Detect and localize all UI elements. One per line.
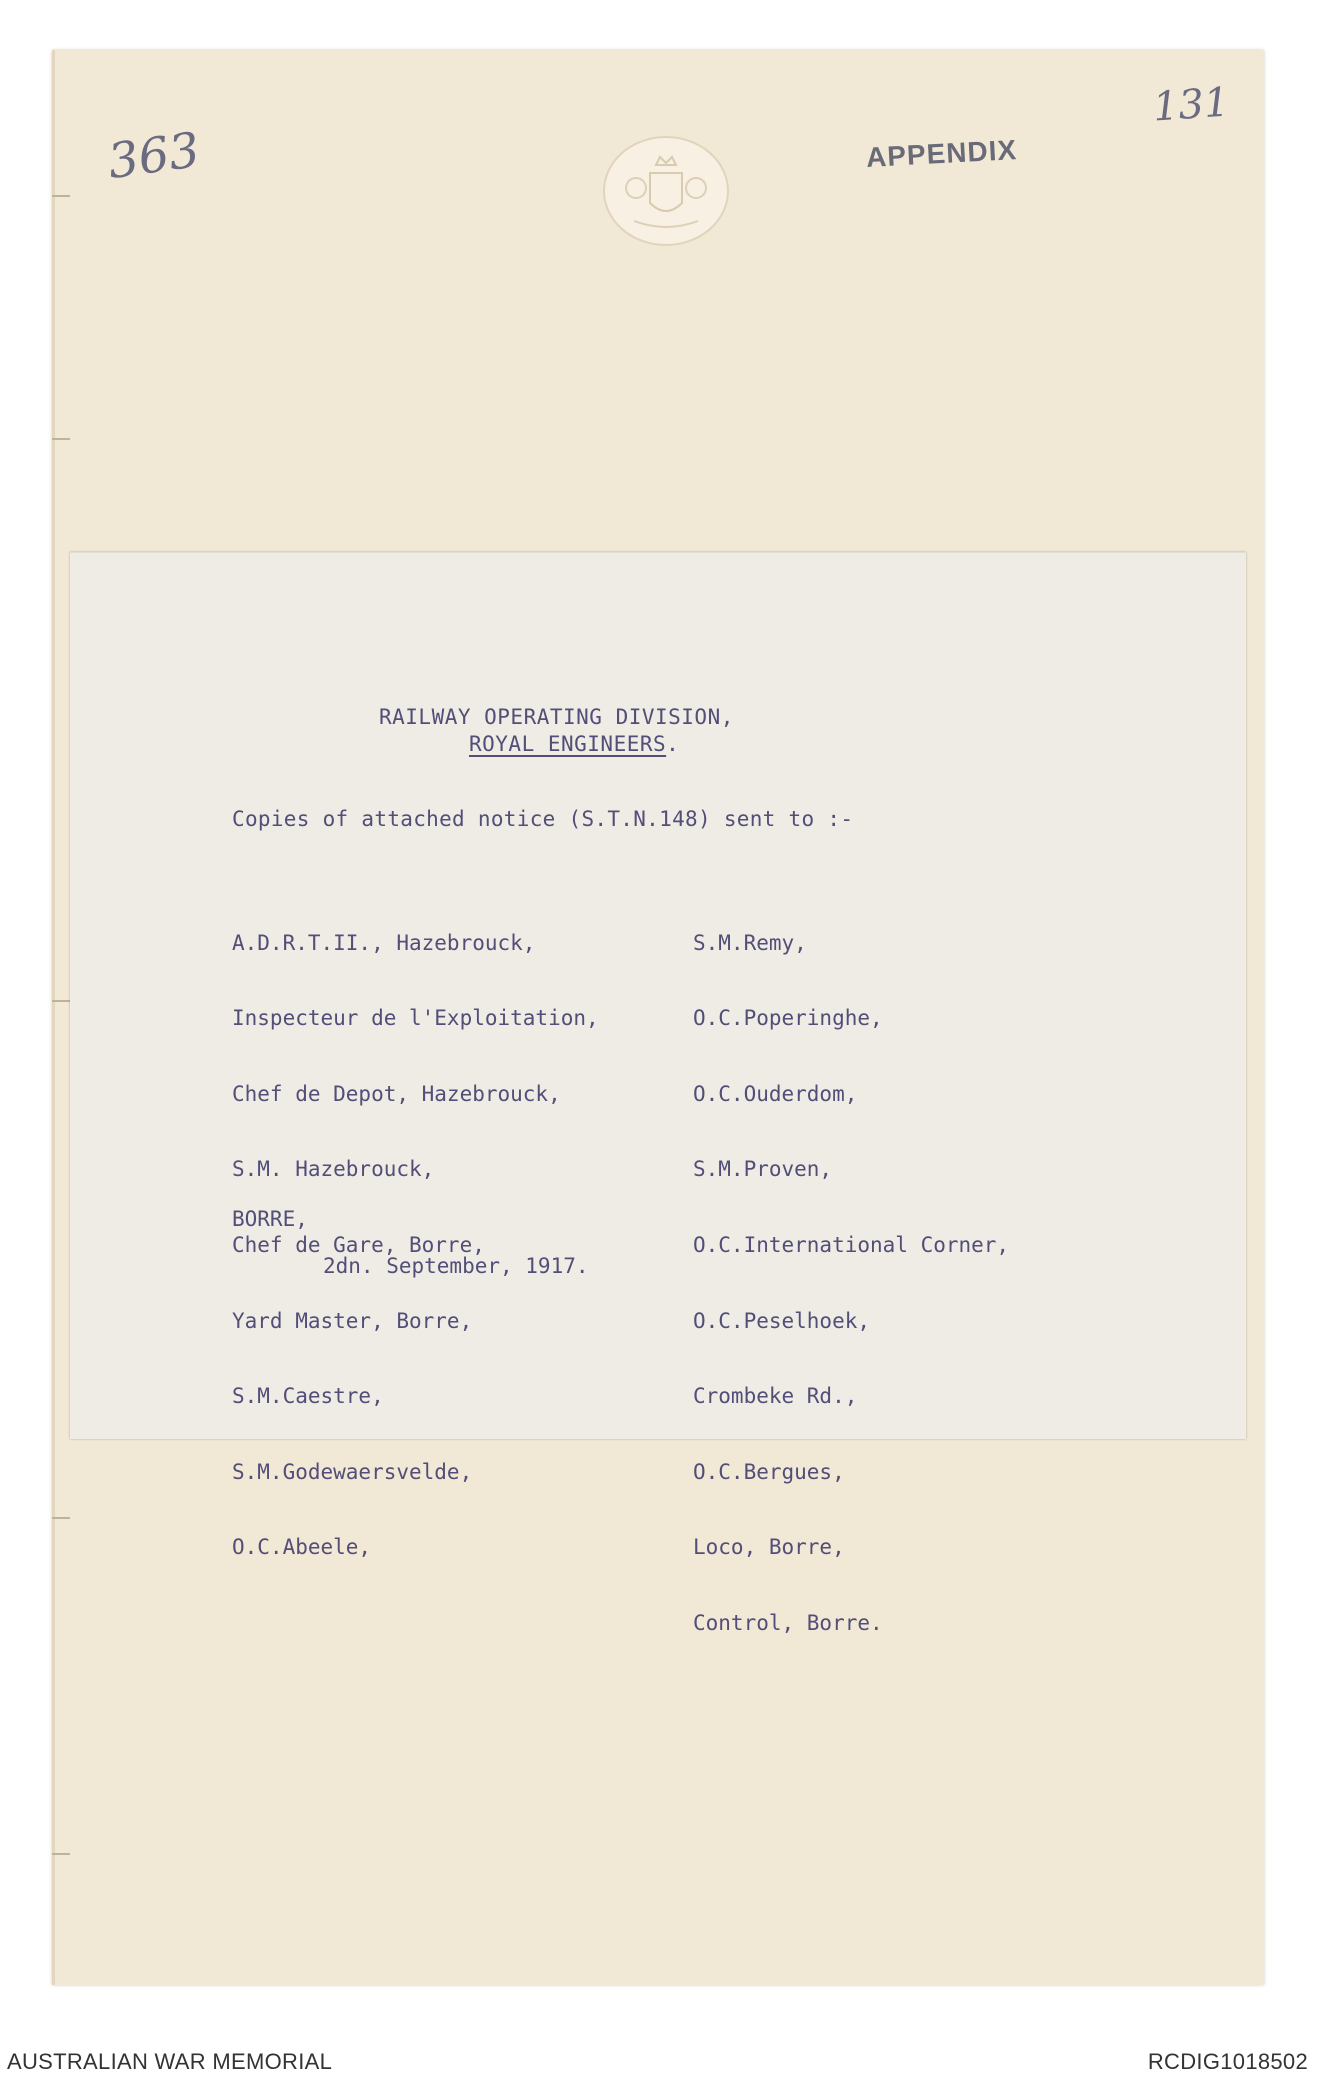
recipient: Chef de Gare, Borre,: [232, 1232, 485, 1257]
binding-mark: [52, 1853, 70, 1855]
recipient: S.M.Caestre,: [232, 1384, 384, 1409]
recipient: O.C.Ouderdom,: [693, 1081, 858, 1106]
binding-mark: [52, 1000, 70, 1002]
folio-number-right: 131: [1151, 79, 1231, 131]
recipient: Yard Master, Borre,: [232, 1308, 473, 1333]
recipients-left-column: [232, 880, 599, 1611]
recipient: O.C.Poperinghe,: [693, 1006, 883, 1031]
notice-intro: Copies of attached notice (S.T.N.148) sent to :-: [232, 807, 854, 831]
notice-place: BORRE,: [232, 1207, 308, 1231]
recipient: O.C.Peselhoek,: [693, 1308, 871, 1333]
appendix-stamp: APPENDIX: [865, 134, 1018, 173]
footer-record-id: RCDIG1018502: [1147, 2049, 1308, 2074]
recipient: S.M.Proven,: [693, 1157, 833, 1182]
binding-mark: [52, 1517, 70, 1519]
notice-date: 2dn. September, 1917.: [323, 1254, 589, 1278]
binding-mark: [52, 195, 70, 197]
attached-notice-slip: [70, 552, 1246, 1635]
recipient: Inspecteur de l'Exploitation,: [232, 1006, 599, 1031]
recipient: O.C.International Corner,: [693, 1232, 1010, 1257]
binding-mark: [52, 438, 70, 440]
folio-number-left: 363: [104, 121, 204, 191]
recipient: Control, Borre.: [693, 1610, 883, 1635]
recipient: Loco, Borre,: [693, 1535, 845, 1560]
recipients-right-column: [693, 880, 1009, 1687]
notice-heading-division: RAILWAY OPERATING DIVISION,: [379, 705, 734, 729]
sheet-binding-edge: [52, 50, 55, 1985]
footer-institution: AUSTRALIAN WAR MEMORIAL: [7, 2049, 333, 2074]
recipient: S.M. Hazebrouck,: [232, 1157, 435, 1182]
embossed-crest-icon: [600, 133, 732, 249]
recipient: O.C.Bergues,: [693, 1459, 845, 1484]
recipient: O.C.Abeele,: [232, 1535, 372, 1560]
notice-heading-engineers: [469, 732, 679, 756]
recipient: S.M.Remy,: [693, 930, 807, 955]
recipient: Crombeke Rd.,: [693, 1384, 858, 1409]
notice-heading-engineers-text: ROYAL ENGINEERS: [469, 732, 667, 756]
recipient: S.M.Godewaersvelde,: [232, 1459, 473, 1484]
recipient: A.D.R.T.II., Hazebrouck,: [232, 930, 536, 955]
notice-heading-engineers-period: .: [666, 732, 680, 756]
recipient: Chef de Depot, Hazebrouck,: [232, 1081, 561, 1106]
